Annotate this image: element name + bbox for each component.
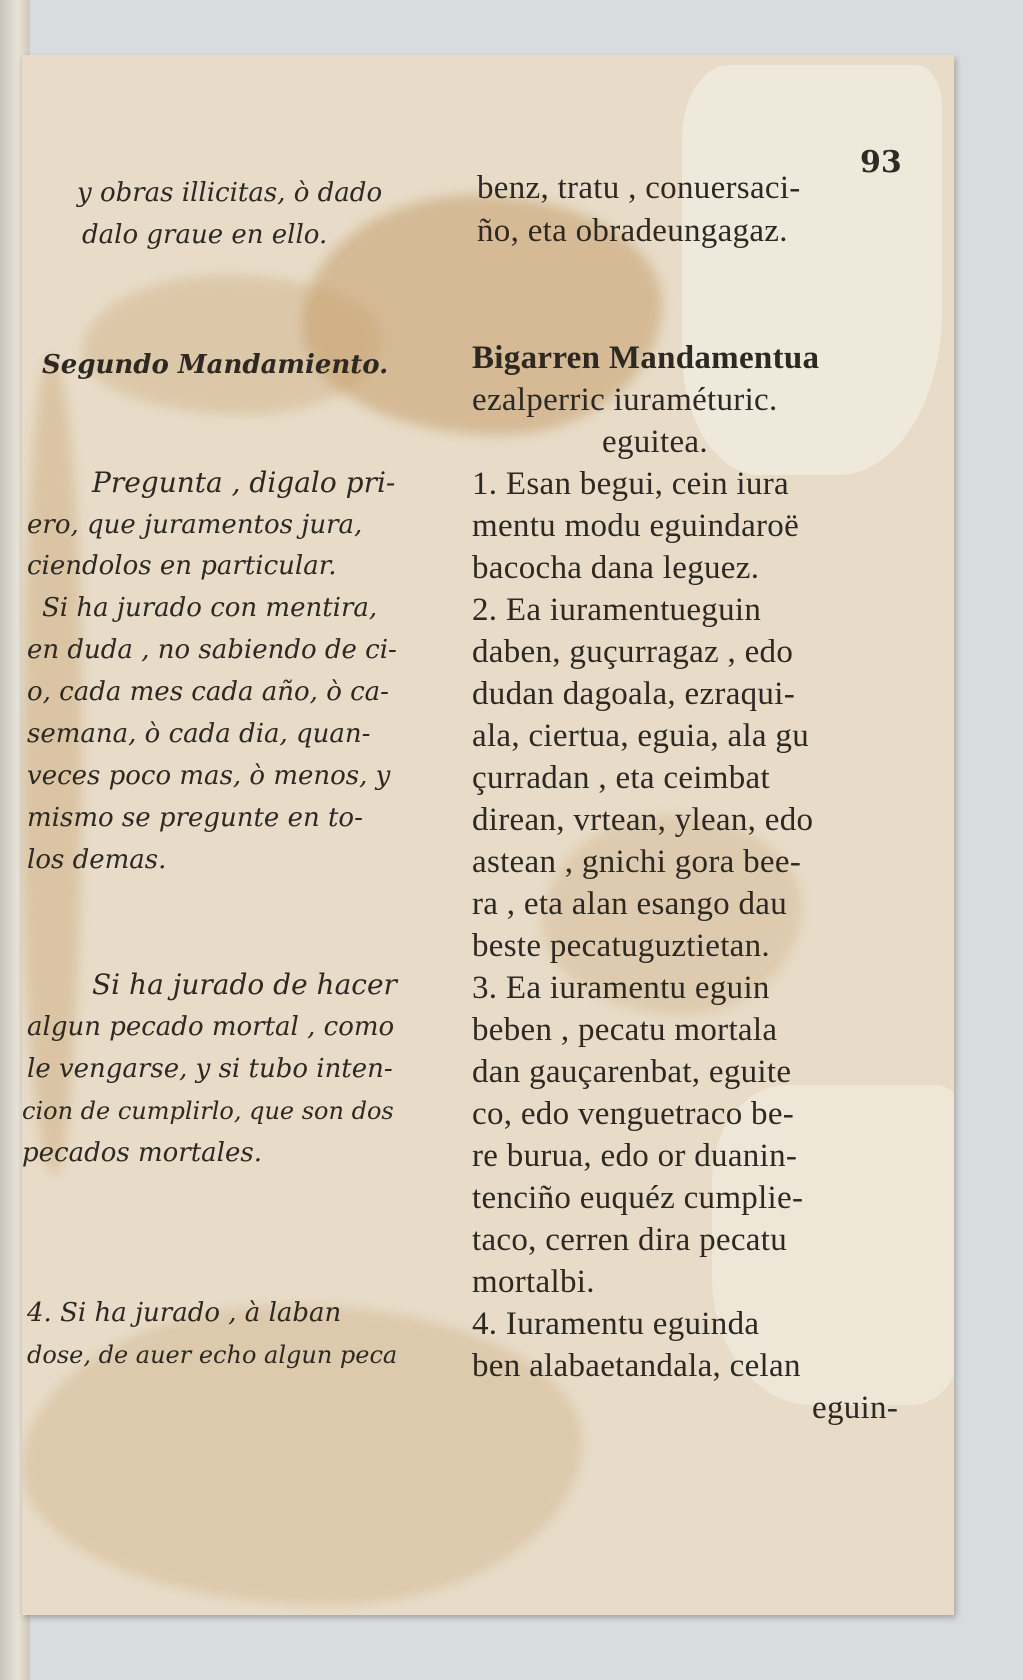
text-line: en duda , no sabiendo de ci- (27, 635, 397, 665)
page-number: 93 (860, 145, 902, 180)
text-line: Si ha jurado con mentira, (42, 593, 378, 623)
text-line: beste pecatuguztietan. (472, 928, 770, 964)
text-line: çurradan , eta ceimbat (472, 760, 770, 796)
text-line: algun pecado mortal , como (27, 1012, 395, 1042)
section-heading: ezalperric iuraméturic. (472, 382, 778, 418)
text-line: 1. Esan begui, cein iura (472, 466, 789, 502)
text-line: pecados mortales. (22, 1138, 262, 1168)
text-line: ra , eta alan esango dau (472, 886, 788, 922)
text-line: ciendolos en particular. (27, 551, 337, 581)
text-line: ben alabaetandala, celan (472, 1348, 801, 1384)
text-line: dalo graue en ello. (82, 220, 328, 250)
text-line: o, cada mes cada año, ò ca- (27, 677, 389, 707)
text-line: co, edo venguetraco be- (472, 1096, 795, 1132)
text-line: le vengarse, y si tubo inten- (27, 1054, 393, 1084)
section-heading: eguitea. (602, 424, 708, 460)
text-line: beben , pecatu mortala (472, 1012, 778, 1048)
text-line: astean , gnichi gora bee- (472, 844, 802, 880)
text-line: Si ha jurado de hacer (92, 968, 397, 1001)
section-heading: Bigarren Mandamentua (472, 340, 820, 376)
catchword: eguin- (812, 1390, 899, 1426)
text-line: 4. Iuramentu eguinda (472, 1306, 760, 1342)
text-line: daben, guçurragaz , edo (472, 634, 794, 670)
text-line: taco, cerren dira pecatu (472, 1222, 787, 1258)
text-line: direan, vrtean, ylean, edo (472, 802, 814, 838)
text-line: bacocha dana leguez. (472, 550, 760, 586)
text-line: mismo se pregunte en to- (27, 803, 363, 833)
text-line: mortalbi. (472, 1264, 595, 1300)
text-line: 2. Ea iuramentueguin (472, 592, 762, 628)
text-line: cion de cumplirlo, que son dos (22, 1097, 394, 1125)
text-line: dose, de auer echo algun peca (27, 1341, 398, 1369)
section-heading: Segundo Mandamiento. (42, 350, 389, 380)
book-page (22, 55, 954, 1615)
text-line: mentu modu eguindaroë (472, 508, 800, 544)
text-line: 3. Ea iuramentu eguin (472, 970, 770, 1006)
text-line: ño, eta obradeungagaz. (477, 213, 788, 249)
text-line: benz, tratu , conuersaci- (477, 170, 801, 206)
text-line: ero, que juramentos jura, (27, 510, 363, 540)
text-line: y obras illicitas, ò dado (77, 178, 383, 208)
text-line: ala, ciertua, eguia, ala gu (472, 718, 810, 754)
text-line: semana, ò cada dia, quan- (27, 719, 371, 749)
text-line: dudan dagoala, ezraqui- (472, 676, 795, 712)
text-line: los demas. (27, 845, 167, 875)
text-line: dan gauçarenbat, eguite (472, 1054, 792, 1090)
text-line: tenciño euquéz cumplie- (472, 1180, 804, 1216)
text-line: re buruа, edo or duanin- (472, 1138, 798, 1174)
text-line: veces poco mas, ò menos, y (27, 761, 391, 791)
text-line: 4. Si ha jurado , à laban (27, 1298, 342, 1328)
text-line: Pregunta , digalo pri- (92, 466, 396, 499)
